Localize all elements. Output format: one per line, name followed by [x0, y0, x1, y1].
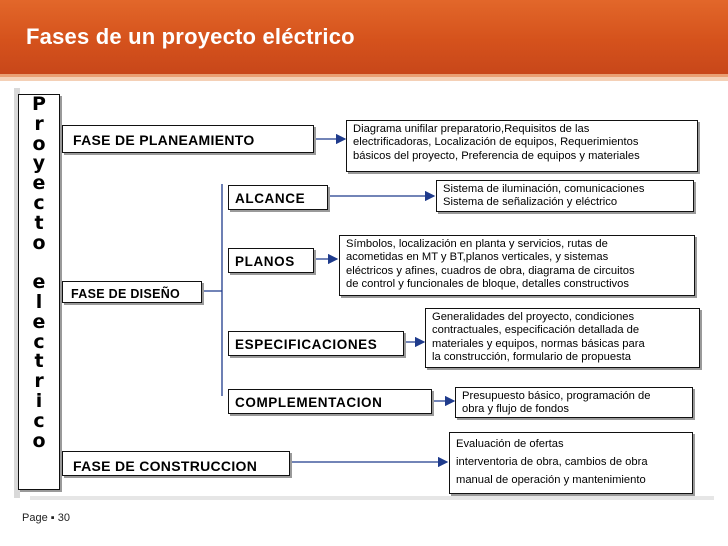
- vertical-letter: c: [33, 191, 45, 214]
- desc-line: obra y flujo de fondos: [462, 403, 569, 416]
- subphase-alcance: ALCANCE: [228, 185, 328, 210]
- desc-line: Presupuesto básico, programación de: [462, 390, 651, 402]
- desc-line: materiales y equipos, normas básicas para: [432, 337, 645, 350]
- desc-line: electrificadoras, Localización de equipos, Requerimientos: [353, 136, 639, 149]
- vertical-letter: c: [33, 409, 45, 432]
- bullet-icon: ▪: [50, 512, 55, 524]
- phase-construccion: FASE DE CONSTRUCCION: [62, 451, 290, 476]
- desc-line: interventoria de obra, cambios de obra: [456, 456, 648, 468]
- vertical-letter: r: [34, 370, 44, 393]
- desc-line: eléctricos y afines, cuadros de obra, diagrama de circuitos: [346, 264, 635, 277]
- vertical-letter: o: [32, 231, 46, 254]
- desc-construccion: [449, 432, 693, 494]
- desc-line: contractuales, especificación detallada de: [432, 324, 640, 337]
- vertical-letter: e: [32, 172, 46, 195]
- subphase-planos: PLANOS: [228, 248, 314, 273]
- vertical-letter: P: [32, 93, 46, 115]
- phase-planeamiento: FASE DE PLANEAMIENTO: [62, 125, 314, 153]
- desc-line: de control y funcionales de bloque, detalles constructivos: [346, 278, 629, 291]
- vertical-letter: o: [32, 132, 46, 155]
- page-footer: [22, 512, 70, 524]
- subphase-especificaciones: ESPECIFICACIONES: [228, 331, 404, 356]
- desc-line: acometidas en MT y BT,planos verticales, y sistemas: [346, 251, 609, 264]
- vertical-letter: l: [35, 290, 43, 313]
- desc-complementacion: [455, 387, 693, 418]
- desc-alcance: [436, 180, 694, 212]
- page-label: Page: [22, 512, 48, 524]
- vertical-letter: y: [32, 152, 46, 175]
- vertical-letter: i: [35, 389, 43, 412]
- desc-especificaciones: [425, 308, 700, 368]
- desc-line: básicos del proyecto, Preferencia de equipos y materiales: [353, 149, 640, 162]
- desc-line: Símbolos, localización en planta y servicios, rutas de: [346, 238, 608, 250]
- vertical-letter: t: [34, 350, 44, 373]
- desc-line: Evaluación de ofertas: [456, 438, 564, 450]
- desc-line: Sistema de señalización y eléctrico: [443, 196, 618, 209]
- vertical-letter: t: [34, 211, 44, 234]
- desc-line: manual de operación y mantenimiento: [456, 474, 646, 486]
- vertical-letter: e: [32, 271, 46, 294]
- desc-line: Generalidades del proyecto, condiciones: [432, 311, 635, 323]
- vertical-letter: o: [32, 429, 46, 452]
- vertical-letter: c: [33, 330, 45, 353]
- vertical-letter: r: [34, 112, 44, 135]
- subphase-complementacion: COMPLEMENTACION: [228, 389, 432, 414]
- desc-line: Diagrama unifilar preparatorio,Requisitos de las: [353, 123, 590, 135]
- desc-line: la construcción, formulario de propuesta: [432, 351, 631, 364]
- desc-planeamiento: [346, 120, 698, 172]
- desc-line: Sistema de iluminación, comunicaciones: [443, 183, 645, 195]
- page-number: 30: [57, 512, 70, 524]
- desc-planos: [339, 235, 695, 296]
- slide-title: Fases de un proyecto eléctrico: [26, 24, 355, 49]
- phase-diseno: FASE DE DISEÑO: [62, 281, 202, 303]
- vertical-letter: e: [32, 310, 46, 333]
